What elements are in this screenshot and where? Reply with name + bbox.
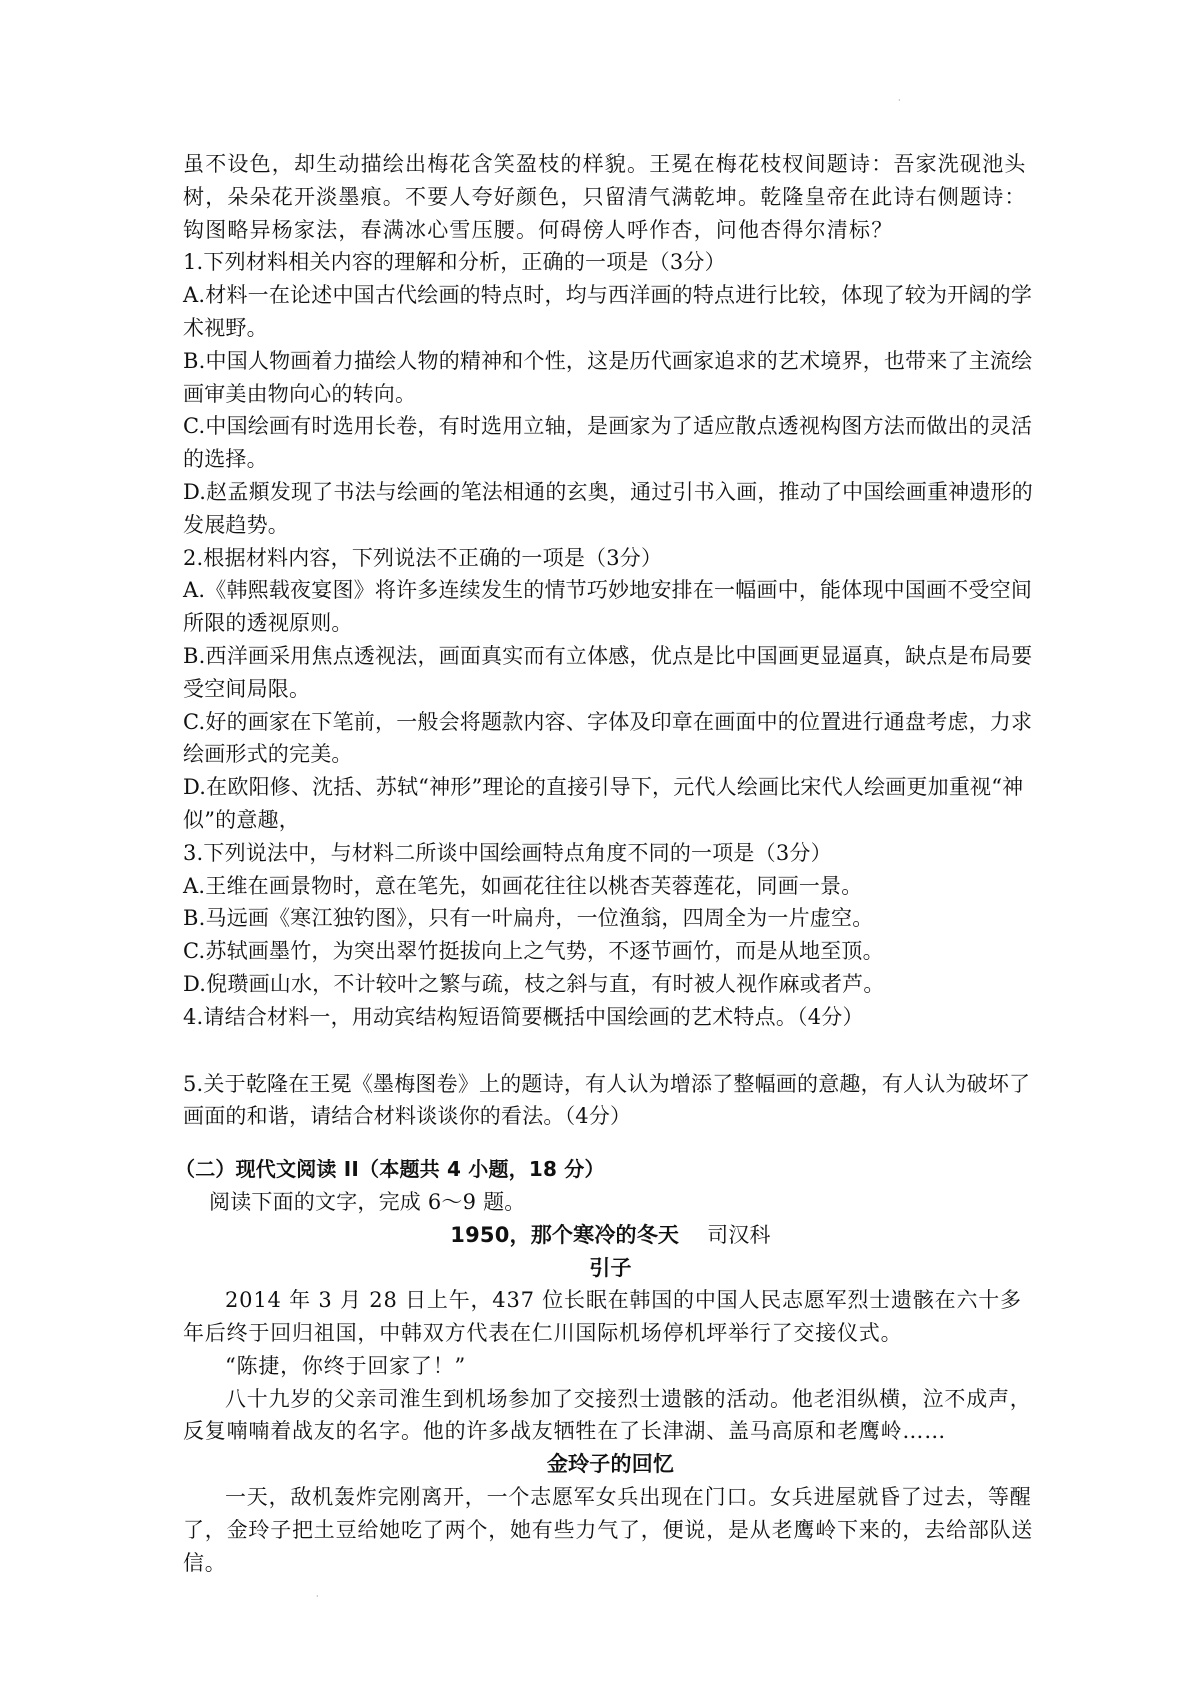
page-content	[175, 148, 1038, 1579]
story-title: 1950，那个寒冷的冬天	[450, 1222, 680, 1247]
question-1	[183, 246, 1038, 541]
question-2-stem: 2.根据材料内容，下列说法不正确的一项是（3分）	[183, 545, 663, 570]
question-2-option-a: A.《韩熙载夜宴图》将许多连续发生的情节巧妙地安排在一幅画中，能体现中国画不受空间所限的透视原则。	[183, 578, 1033, 636]
story-author: 司汉科	[707, 1222, 771, 1247]
top-page-mark: ·	[898, 96, 901, 105]
answer-space-5	[183, 1133, 1038, 1153]
story-subheading-memory: 金玲子的回忆	[546, 1452, 675, 1477]
question-3-stem: 3.下列说法中，与材料二所谈中国绘画特点角度不同的一项是（3分）	[183, 840, 832, 865]
story-memory	[183, 1481, 1038, 1579]
question-1-option-c: C.中国绘画有时选用长卷，有时选用立轴，是画家为了适应散点透视构图方法而做出的灵活的选择。	[183, 414, 1033, 472]
section-instructions: 阅读下面的文字，完成 6～9 题。	[209, 1189, 526, 1214]
question-3-option-d: D.倪瓒画山水，不计较叶之繁与疏，枝之斜与直，有时被人视作麻或者芦。	[183, 971, 885, 996]
question-1-option-a: A.材料一在论述中国古代绘画的特点时，均与西洋画的特点进行比较，体现了较为开阔的学术视野。	[183, 283, 1033, 340]
story-paragraph: 八十九岁的父亲司淮生到机场参加了交接烈士遗骸的活动。他老泪纵横，泣不成声，反复喃喃着战友的名字。他的许多战友牺牲在了长津湖、盖马高原和老鹰岭……	[183, 1386, 1032, 1444]
answer-space-4	[183, 1034, 1038, 1068]
question-4: 4.请结合材料一，用动宾结构短语简要概括中国绘画的艺术特点。（4分）	[183, 1004, 864, 1029]
question-3-option-a: A.王维在画景物时，意在笔先，如画花往往以桃杏芙蓉莲花，同画一景。	[183, 873, 863, 898]
question-2	[183, 542, 1038, 837]
question-3	[183, 837, 1038, 1001]
story-title-line	[183, 1219, 1038, 1252]
story-subheading-intro: 引子	[589, 1255, 632, 1280]
lead-paragraph: 虽不设色，却生动描绘出梅花含笑盈枝的样貌。王冕在梅花枝杈间题诗：吾家洗砚池头树，朵朵花开淡墨痕。不要人夸好颜色，只留清气满乾坤。乾隆皇帝在此诗右侧题诗：钩图略异杨家法，春满冰心雪压腰。何碍傍人呼作杏，问他杏得尔清标？	[183, 152, 1027, 242]
question-3-option-b: B.马远画《寒江独钓图》，只有一叶扁舟，一位渔翁，四周全为一片虚空。	[183, 906, 874, 931]
question-5: 5.关于乾隆在王冕《墨梅图卷》上的题诗，有人认为增添了整幅画的意趣，有人认为破坏了画面的和谐，请结合材料谈谈你的看法。（4分）	[183, 1071, 1031, 1129]
question-1-option-d: D.赵孟頫发现了书法与绘画的笔法相通的玄奥，通过引书入画，推动了中国绘画重神遗形的发展趋势。	[183, 479, 1033, 537]
question-2-option-d: D.在欧阳修、沈括、苏轼“神形”理论的直接引导下，元代人绘画比宋代人绘画更加重视“神似”的意趣，	[183, 775, 1024, 832]
bottom-page-mark: ·	[316, 1592, 319, 1601]
question-2-option-b: B.西洋画采用焦点透视法，画面真实而有立体感，优点是比中国画更显逼真，缺点是布局要受空间局限。	[183, 643, 1033, 701]
story-paragraph: “陈捷，你终于回家了！”	[225, 1353, 467, 1378]
story-paragraph: 一天，敌机轰炸完刚离开，一个志愿军女兵出现在门口。女兵进屋就昏了过去，等醒了，金玲子把土豆给她吃了两个，她有些力气了，便说，是从老鹰岭下来的，去给部队送信。	[183, 1485, 1034, 1575]
story-paragraph: 2014 年 3 月 28 日上午，437 位长眠在韩国的中国人民志愿军烈士遗骸在六十多年后终于回归祖国，中韩双方代表在仁川国际机场停机坪举行了交接仪式。	[183, 1288, 1022, 1346]
section-heading: （二）现代文阅读 II（本题共 4 小题，18 分）	[175, 1157, 605, 1182]
question-3-option-c: C.苏轼画墨竹，为突出翠竹挺拔向上之气势，不逐节画竹，而是从地至顶。	[183, 939, 884, 964]
question-1-option-b: B.中国人物画着力描绘人物的精神和个性，这是历代画家追求的艺术境界，也带来了主流绘画审美由物向心的转向。	[183, 348, 1033, 406]
question-2-option-c: C.好的画家在下笔前，一般会将题款内容、字体及印章在画面中的位置进行通盘考虑，力求绘画形式的完美。	[183, 709, 1033, 767]
story-intro	[183, 1284, 1038, 1448]
question-1-stem: 1.下列材料相关内容的理解和分析，正确的一项是（3分）	[183, 250, 726, 275]
